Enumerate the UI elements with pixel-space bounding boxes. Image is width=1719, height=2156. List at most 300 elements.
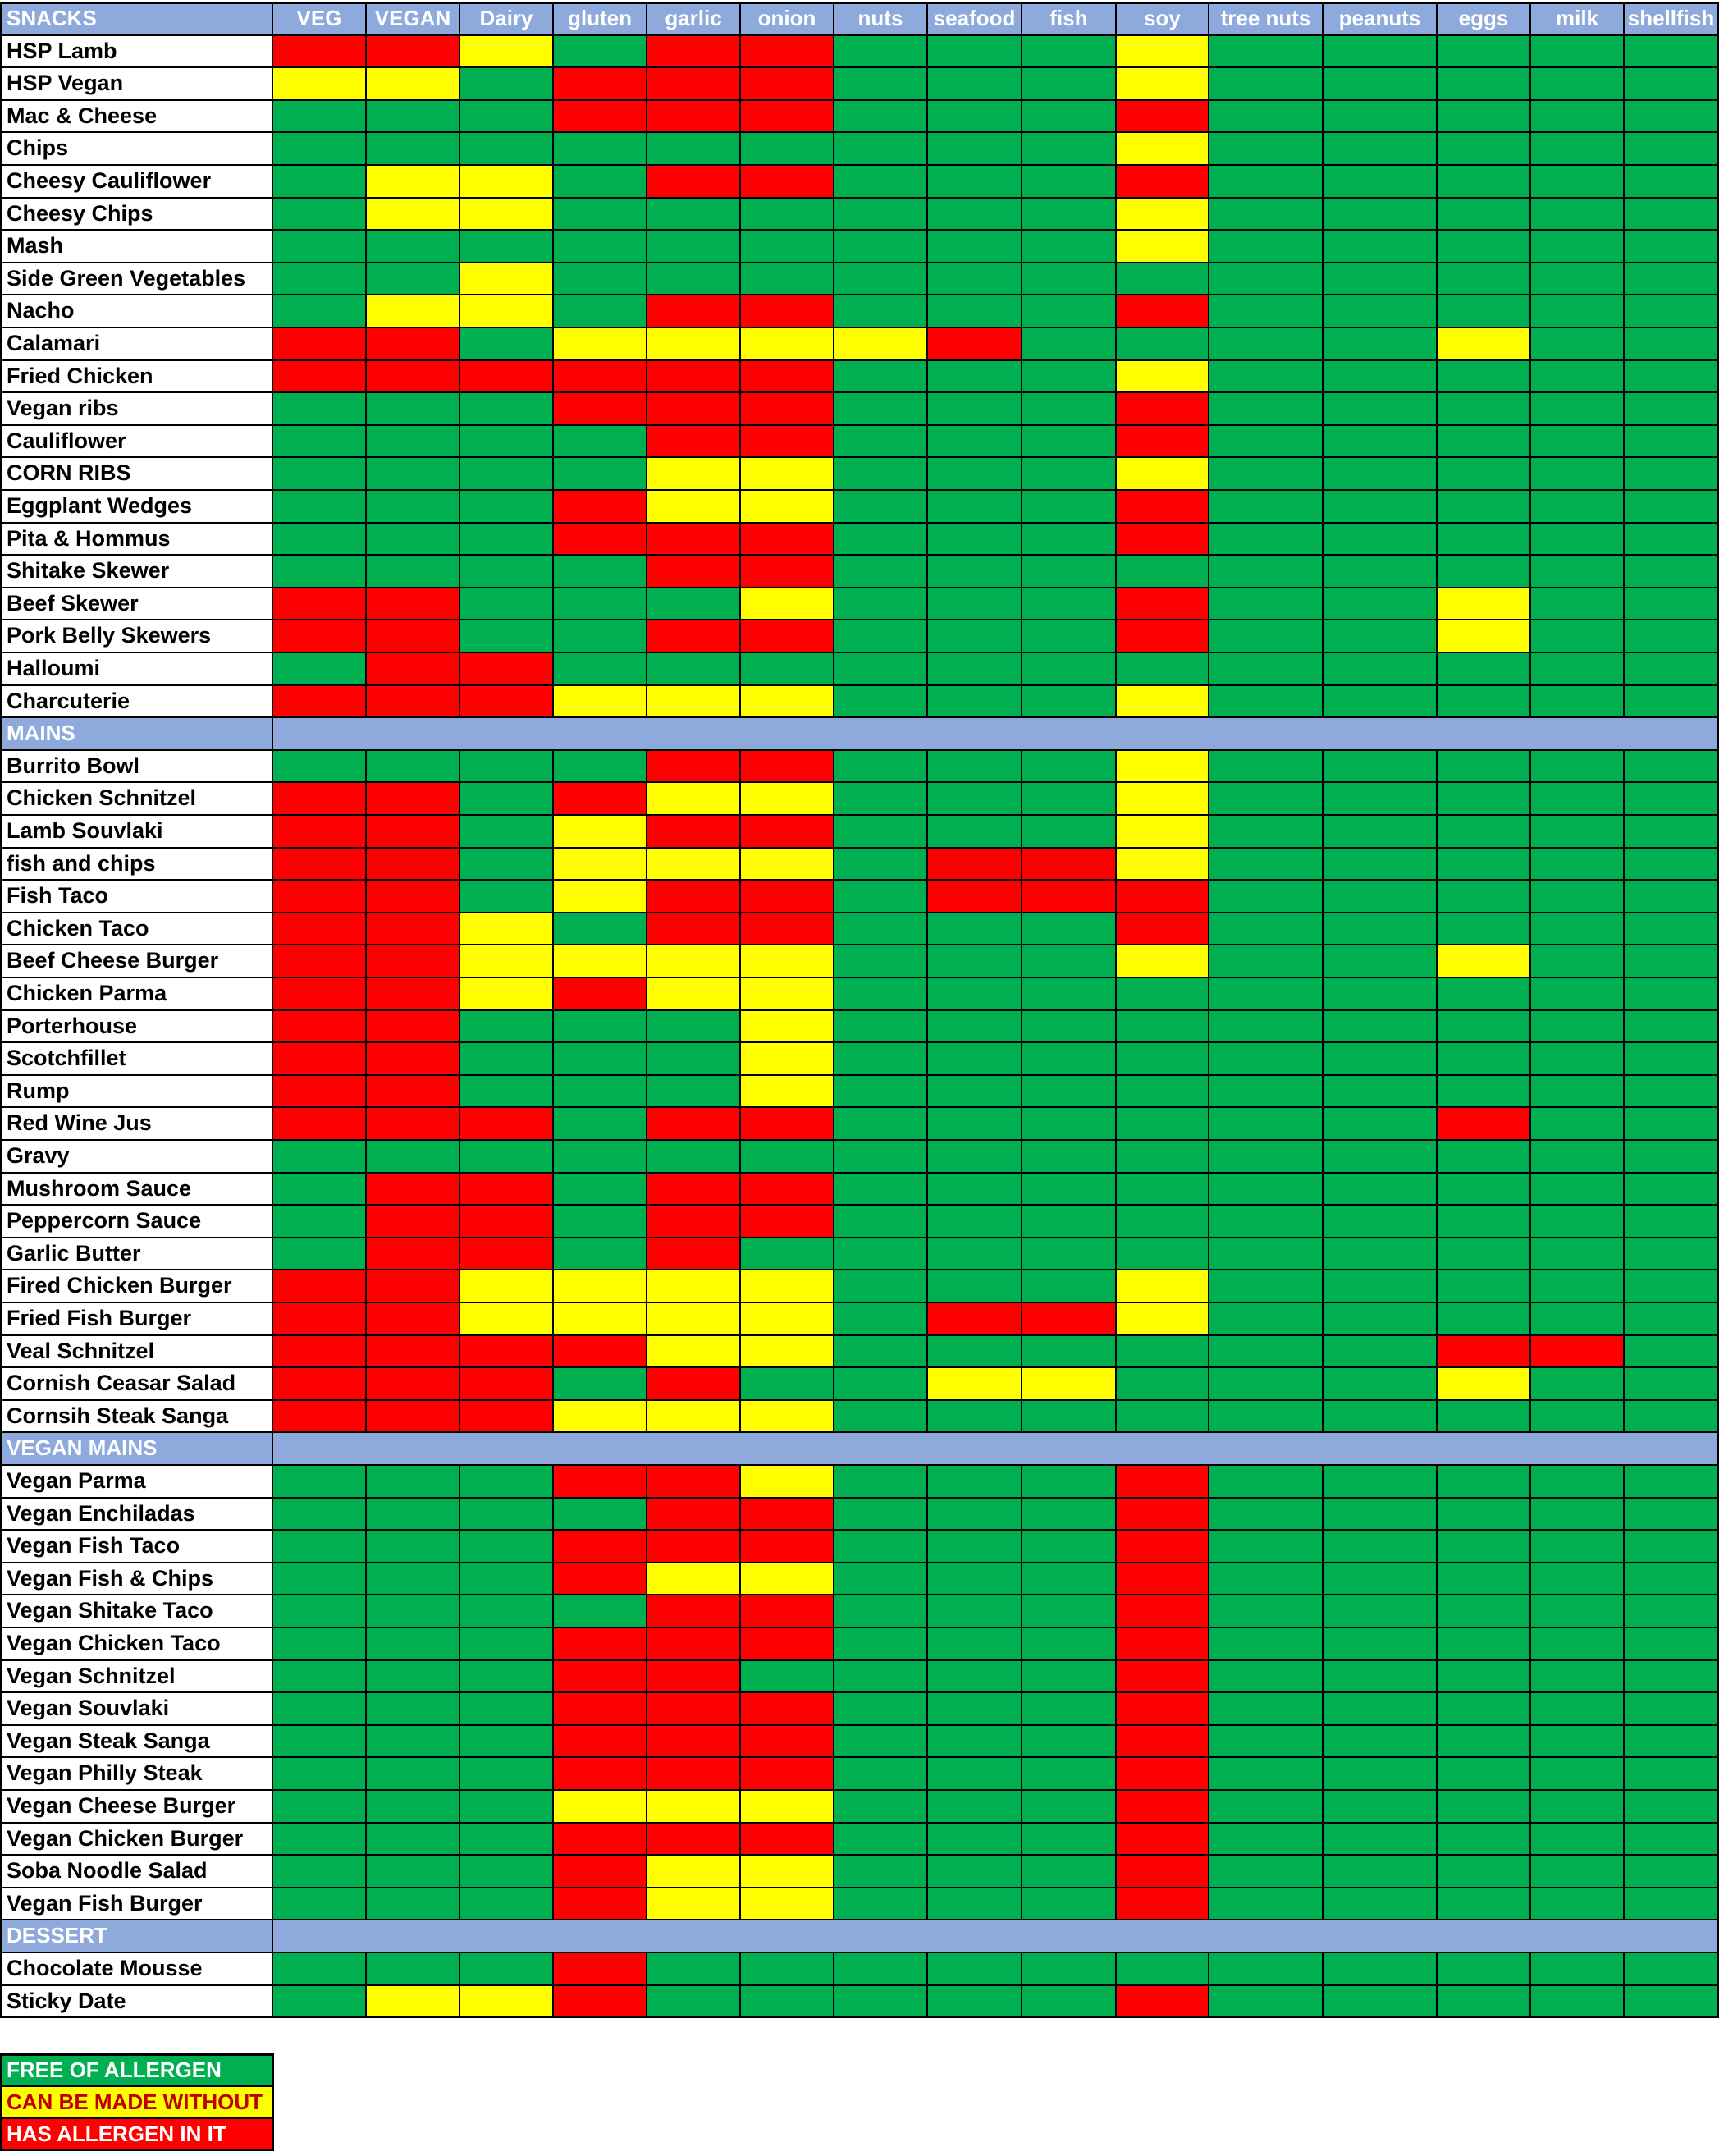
allergen-cell-eggs	[1436, 522, 1531, 556]
allergen-cell-shellfish	[1623, 1691, 1719, 1726]
allergen-cell-veg	[272, 1887, 367, 1921]
allergen-cell-gluten	[552, 944, 647, 978]
item-label: Fired Chicken Burger	[0, 1269, 273, 1303]
allergen-cell-garlic	[646, 229, 741, 263]
allergen-cell-soy	[1115, 554, 1209, 588]
allergen-cell-onion	[739, 944, 834, 978]
allergen-cell-seafood	[926, 294, 1022, 328]
allergen-cell-vegan	[365, 1204, 460, 1238]
allergen-cell-onion	[739, 1756, 834, 1791]
allergen-cell-gluten	[552, 1074, 647, 1109]
allergen-cell-eggs	[1436, 1789, 1531, 1824]
allergen-cell-eggs	[1436, 847, 1531, 881]
allergen-cell-fish	[1021, 66, 1117, 101]
allergen-cell-tree-nuts	[1208, 814, 1324, 849]
allergen-cell-dairy	[459, 197, 554, 231]
allergen-cell-garlic	[646, 1009, 741, 1044]
column-header-tree-nuts: tree nuts	[1208, 2, 1324, 36]
allergen-cell-peanuts	[1322, 1691, 1438, 1726]
allergen-cell-soy	[1115, 1106, 1209, 1141]
allergen-cell-soy	[1115, 1009, 1209, 1044]
allergen-cell-gluten	[552, 781, 647, 816]
allergen-cell-veg	[272, 522, 367, 556]
allergen-cell-soy	[1115, 359, 1209, 394]
allergen-cell-dairy	[459, 1594, 554, 1628]
allergen-cell-nuts	[833, 879, 928, 913]
allergen-cell-shellfish	[1623, 1009, 1719, 1044]
allergen-cell-gluten	[552, 131, 647, 166]
allergen-cell-nuts	[833, 1952, 928, 1986]
allergen-cell-garlic	[646, 554, 741, 588]
allergen-cell-seafood	[926, 749, 1022, 784]
allergen-cell-gluten	[552, 1497, 647, 1531]
allergen-cell-gluten	[552, 1172, 647, 1206]
allergen-cell-vegan	[365, 262, 460, 296]
allergen-cell-garlic	[646, 66, 741, 101]
allergen-cell-fish	[1021, 781, 1117, 816]
allergen-cell-garlic	[646, 391, 741, 426]
allergen-cell-veg	[272, 1562, 367, 1596]
allergen-cell-milk	[1529, 359, 1625, 394]
column-header-vegan: VEGAN	[365, 2, 460, 36]
allergen-cell-veg	[272, 977, 367, 1011]
allergen-cell-garlic	[646, 1562, 741, 1596]
allergen-cell-onion	[739, 1399, 834, 1434]
allergen-cell-shellfish	[1623, 1627, 1719, 1661]
allergen-cell-veg	[272, 1854, 367, 1888]
allergen-cell-tree-nuts	[1208, 66, 1324, 101]
allergen-cell-onion	[739, 1334, 834, 1369]
allergen-cell-seafood	[926, 391, 1022, 426]
allergen-cell-seafood	[926, 814, 1022, 849]
allergen-cell-vegan	[365, 131, 460, 166]
allergen-cell-seafood	[926, 327, 1022, 361]
allergen-cell-garlic	[646, 619, 741, 653]
allergen-cell-vegan	[365, 879, 460, 913]
allergen-cell-milk	[1529, 1562, 1625, 1596]
allergen-cell-peanuts	[1322, 749, 1438, 784]
allergen-cell-veg	[272, 456, 367, 491]
item-label: Lamb Souvlaki	[0, 814, 273, 849]
allergen-cell-vegan	[365, 1366, 460, 1401]
allergen-cell-dairy	[459, 1237, 554, 1271]
allergen-cell-soy	[1115, 1529, 1209, 1563]
allergen-cell-eggs	[1436, 1691, 1531, 1726]
allergen-cell-veg	[272, 1302, 367, 1336]
allergen-cell-gluten	[552, 587, 647, 621]
allergen-cell-seafood	[926, 684, 1022, 719]
allergen-cell-nuts	[833, 391, 928, 426]
allergen-cell-eggs	[1436, 1984, 1531, 2019]
allergen-cell-garlic	[646, 1756, 741, 1791]
allergen-cell-shellfish	[1623, 391, 1719, 426]
allergen-cell-shellfish	[1623, 587, 1719, 621]
allergen-cell-onion	[739, 164, 834, 199]
allergen-cell-veg	[272, 489, 367, 524]
allergen-cell-milk	[1529, 1691, 1625, 1726]
item-label: Chicken Parma	[0, 977, 273, 1011]
allergen-cell-vegan	[365, 1269, 460, 1303]
item-label: HSP Lamb	[0, 34, 273, 69]
allergen-cell-onion	[739, 197, 834, 231]
allergen-cell-dairy	[459, 1334, 554, 1369]
allergen-cell-shellfish	[1623, 847, 1719, 881]
allergen-cell-fish	[1021, 1789, 1117, 1824]
allergen-cell-tree-nuts	[1208, 879, 1324, 913]
allergen-cell-tree-nuts	[1208, 1334, 1324, 1369]
allergen-cell-shellfish	[1623, 1074, 1719, 1109]
item-label: Vegan Schnitzel	[0, 1659, 273, 1694]
allergen-cell-veg	[272, 1074, 367, 1109]
item-label: Beef Cheese Burger	[0, 944, 273, 978]
allergen-cell-eggs	[1436, 1497, 1531, 1531]
allergen-cell-peanuts	[1322, 1952, 1438, 1986]
allergen-cell-eggs	[1436, 1562, 1531, 1596]
allergen-cell-dairy	[459, 1139, 554, 1174]
allergen-cell-vegan	[365, 1952, 460, 1986]
item-label: Gravy	[0, 1139, 273, 1174]
allergen-cell-garlic	[646, 131, 741, 166]
allergen-cell-eggs	[1436, 424, 1531, 459]
allergen-cell-dairy	[459, 944, 554, 978]
allergen-cell-gluten	[552, 1139, 647, 1174]
allergen-cell-onion	[739, 424, 834, 459]
allergen-cell-fish	[1021, 1691, 1117, 1726]
allergen-cell-garlic	[646, 1399, 741, 1434]
allergen-cell-veg	[272, 1269, 367, 1303]
allergen-cell-peanuts	[1322, 1399, 1438, 1434]
allergen-cell-eggs	[1436, 652, 1531, 686]
allergen-cell-milk	[1529, 1366, 1625, 1401]
allergen-cell-dairy	[459, 1464, 554, 1499]
allergen-cell-vegan	[365, 554, 460, 588]
allergen-cell-soy	[1115, 684, 1209, 719]
allergen-cell-onion	[739, 489, 834, 524]
allergen-cell-soy	[1115, 1041, 1209, 1076]
allergen-cell-soy	[1115, 197, 1209, 231]
item-label: Vegan Cheese Burger	[0, 1789, 273, 1824]
allergen-cell-milk	[1529, 1854, 1625, 1888]
allergen-cell-onion	[739, 1041, 834, 1076]
allergen-cell-seafood	[926, 1269, 1022, 1303]
allergen-cell-fish	[1021, 1139, 1117, 1174]
allergen-cell-dairy	[459, 131, 554, 166]
allergen-cell-garlic	[646, 489, 741, 524]
item-label: Vegan ribs	[0, 391, 273, 426]
allergen-cell-seafood	[926, 619, 1022, 653]
allergen-cell-tree-nuts	[1208, 1822, 1324, 1856]
allergen-cell-vegan	[365, 99, 460, 134]
item-label: Fried Fish Burger	[0, 1302, 273, 1336]
item-label: Porterhouse	[0, 1009, 273, 1044]
allergen-cell-nuts	[833, 1237, 928, 1271]
allergen-cell-seafood	[926, 847, 1022, 881]
allergen-cell-veg	[272, 1724, 367, 1759]
allergen-cell-peanuts	[1322, 456, 1438, 491]
allergen-cell-fish	[1021, 1562, 1117, 1596]
allergen-cell-fish	[1021, 1366, 1117, 1401]
allergen-cell-dairy	[459, 587, 554, 621]
allergen-cell-nuts	[833, 66, 928, 101]
allergen-cell-nuts	[833, 1139, 928, 1174]
item-label: Fish Taco	[0, 879, 273, 913]
allergen-cell-garlic	[646, 749, 741, 784]
allergen-cell-shellfish	[1623, 294, 1719, 328]
allergen-cell-dairy	[459, 1952, 554, 1986]
allergen-cell-seafood	[926, 1562, 1022, 1596]
allergen-cell-onion	[739, 587, 834, 621]
allergen-cell-seafood	[926, 879, 1022, 913]
allergen-cell-fish	[1021, 587, 1117, 621]
allergen-cell-gluten	[552, 1952, 647, 1986]
allergen-cell-garlic	[646, 912, 741, 946]
allergen-cell-seafood	[926, 1659, 1022, 1694]
allergen-cell-dairy	[459, 1106, 554, 1141]
allergen-cell-vegan	[365, 522, 460, 556]
allergen-cell-onion	[739, 1269, 834, 1303]
allergen-cell-seafood	[926, 1399, 1022, 1434]
item-label: Burrito Bowl	[0, 749, 273, 784]
column-header-veg: VEG	[272, 2, 367, 36]
allergen-cell-soy	[1115, 327, 1209, 361]
allergen-cell-tree-nuts	[1208, 684, 1324, 719]
allergen-cell-dairy	[459, 1854, 554, 1888]
allergen-cell-soy	[1115, 944, 1209, 978]
allergen-cell-fish	[1021, 1887, 1117, 1921]
allergen-cell-dairy	[459, 1497, 554, 1531]
item-label: CORN RIBS	[0, 456, 273, 491]
allergen-cell-nuts	[833, 1106, 928, 1141]
allergen-cell-garlic	[646, 1237, 741, 1271]
allergen-cell-nuts	[833, 1009, 928, 1044]
allergen-cell-veg	[272, 944, 367, 978]
allergen-cell-eggs	[1436, 391, 1531, 426]
allergen-cell-dairy	[459, 229, 554, 263]
allergen-cell-peanuts	[1322, 587, 1438, 621]
allergen-cell-tree-nuts	[1208, 1659, 1324, 1694]
allergen-cell-vegan	[365, 944, 460, 978]
allergen-cell-gluten	[552, 1334, 647, 1369]
allergen-cell-onion	[739, 66, 834, 101]
allergen-cell-peanuts	[1322, 1041, 1438, 1076]
allergen-cell-eggs	[1436, 1366, 1531, 1401]
column-header-eggs: eggs	[1436, 2, 1531, 36]
allergen-cell-soy	[1115, 1756, 1209, 1791]
allergen-cell-fish	[1021, 294, 1117, 328]
allergen-cell-gluten	[552, 164, 647, 199]
allergen-cell-shellfish	[1623, 781, 1719, 816]
allergen-cell-dairy	[459, 1172, 554, 1206]
allergen-cell-vegan	[365, 424, 460, 459]
allergen-cell-vegan	[365, 66, 460, 101]
allergen-cell-fish	[1021, 1269, 1117, 1303]
allergen-cell-onion	[739, 34, 834, 69]
allergen-cell-shellfish	[1623, 1789, 1719, 1824]
item-label: Vegan Fish Taco	[0, 1529, 273, 1563]
allergen-cell-shellfish	[1623, 1399, 1719, 1434]
allergen-cell-seafood	[926, 912, 1022, 946]
allergen-cell-seafood	[926, 1594, 1022, 1628]
item-label: Charcuterie	[0, 684, 273, 719]
allergen-cell-shellfish	[1623, 1724, 1719, 1759]
allergen-cell-vegan	[365, 814, 460, 849]
allergen-cell-shellfish	[1623, 554, 1719, 588]
allergen-cell-peanuts	[1322, 1497, 1438, 1531]
allergen-cell-nuts	[833, 294, 928, 328]
allergen-cell-vegan	[365, 1106, 460, 1141]
allergen-cell-milk	[1529, 1106, 1625, 1141]
allergen-cell-eggs	[1436, 912, 1531, 946]
allergen-cell-milk	[1529, 262, 1625, 296]
allergen-cell-soy	[1115, 749, 1209, 784]
allergen-cell-fish	[1021, 1172, 1117, 1206]
allergen-cell-seafood	[926, 1366, 1022, 1401]
allergen-cell-veg	[272, 164, 367, 199]
allergen-cell-garlic	[646, 879, 741, 913]
allergen-cell-soy	[1115, 1854, 1209, 1888]
allergen-cell-onion	[739, 294, 834, 328]
allergen-cell-veg	[272, 587, 367, 621]
allergen-cell-veg	[272, 749, 367, 784]
allergen-cell-peanuts	[1322, 262, 1438, 296]
allergen-cell-fish	[1021, 262, 1117, 296]
allergen-cell-seafood	[926, 34, 1022, 69]
allergen-cell-garlic	[646, 1334, 741, 1369]
allergen-cell-tree-nuts	[1208, 1172, 1324, 1206]
allergen-cell-dairy	[459, 1822, 554, 1856]
allergen-cell-seafood	[926, 554, 1022, 588]
allergen-cell-shellfish	[1623, 1041, 1719, 1076]
allergen-cell-tree-nuts	[1208, 229, 1324, 263]
allergen-cell-garlic	[646, 781, 741, 816]
allergen-cell-veg	[272, 1009, 367, 1044]
allergen-cell-shellfish	[1623, 1334, 1719, 1369]
allergen-cell-eggs	[1436, 1887, 1531, 1921]
allergen-cell-peanuts	[1322, 489, 1438, 524]
allergen-cell-veg	[272, 879, 367, 913]
allergen-cell-milk	[1529, 1756, 1625, 1791]
item-label: Vegan Shitake Taco	[0, 1594, 273, 1628]
allergen-cell-tree-nuts	[1208, 1399, 1324, 1434]
allergen-cell-nuts	[833, 1041, 928, 1076]
allergen-cell-dairy	[459, 847, 554, 881]
allergen-cell-tree-nuts	[1208, 1627, 1324, 1661]
allergen-cell-peanuts	[1322, 1659, 1438, 1694]
allergen-cell-vegan	[365, 1984, 460, 2019]
allergen-cell-eggs	[1436, 977, 1531, 1011]
allergen-cell-seafood	[926, 1334, 1022, 1369]
allergen-cell-vegan	[365, 587, 460, 621]
allergen-cell-peanuts	[1322, 1789, 1438, 1824]
item-label: Calamari	[0, 327, 273, 361]
allergen-cell-onion	[739, 1659, 834, 1694]
allergen-cell-eggs	[1436, 554, 1531, 588]
allergen-cell-eggs	[1436, 359, 1531, 394]
allergen-cell-seafood	[926, 131, 1022, 166]
allergen-cell-fish	[1021, 456, 1117, 491]
allergen-cell-soy	[1115, 1237, 1209, 1271]
allergen-cell-dairy	[459, 1562, 554, 1596]
item-label: Vegan Fish Burger	[0, 1887, 273, 1921]
allergen-cell-seafood	[926, 1822, 1022, 1856]
allergen-cell-soy	[1115, 1204, 1209, 1238]
allergen-cell-dairy	[459, 99, 554, 134]
allergen-cell-garlic	[646, 1106, 741, 1141]
allergen-cell-shellfish	[1623, 522, 1719, 556]
allergen-cell-fish	[1021, 424, 1117, 459]
allergen-cell-veg	[272, 1106, 367, 1141]
allergen-cell-gluten	[552, 1041, 647, 1076]
allergen-cell-nuts	[833, 619, 928, 653]
allergen-cell-nuts	[833, 912, 928, 946]
allergen-cell-milk	[1529, 34, 1625, 69]
allergen-cell-garlic	[646, 1724, 741, 1759]
allergen-cell-garlic	[646, 1984, 741, 2019]
allergen-cell-onion	[739, 1172, 834, 1206]
item-label: Mushroom Sauce	[0, 1172, 273, 1206]
item-label: Garlic Butter	[0, 1237, 273, 1271]
allergen-cell-garlic	[646, 294, 741, 328]
item-label: Mash	[0, 229, 273, 263]
allergen-cell-milk	[1529, 1529, 1625, 1563]
allergen-cell-fish	[1021, 1984, 1117, 2019]
allergen-cell-tree-nuts	[1208, 262, 1324, 296]
allergen-cell-fish	[1021, 1399, 1117, 1434]
allergen-cell-garlic	[646, 944, 741, 978]
allergen-cell-onion	[739, 1074, 834, 1109]
allergen-cell-fish	[1021, 814, 1117, 849]
item-label: Eggplant Wedges	[0, 489, 273, 524]
item-label: Cheesy Cauliflower	[0, 164, 273, 199]
allergen-cell-eggs	[1436, 1952, 1531, 1986]
allergen-cell-shellfish	[1623, 197, 1719, 231]
allergen-cell-soy	[1115, 1366, 1209, 1401]
allergen-cell-eggs	[1436, 489, 1531, 524]
allergen-cell-garlic	[646, 1204, 741, 1238]
allergen-cell-milk	[1529, 1659, 1625, 1694]
allergen-cell-peanuts	[1322, 164, 1438, 199]
allergen-cell-peanuts	[1322, 1106, 1438, 1141]
allergen-cell-shellfish	[1623, 66, 1719, 101]
allergen-cell-eggs	[1436, 879, 1531, 913]
allergen-cell-tree-nuts	[1208, 1366, 1324, 1401]
allergen-cell-nuts	[833, 1562, 928, 1596]
allergen-cell-dairy	[459, 1269, 554, 1303]
allergen-cell-fish	[1021, 131, 1117, 166]
allergen-cell-dairy	[459, 34, 554, 69]
allergen-cell-vegan	[365, 1691, 460, 1726]
allergen-cell-fish	[1021, 684, 1117, 719]
allergen-cell-seafood	[926, 1009, 1022, 1044]
allergen-cell-garlic	[646, 197, 741, 231]
item-label: Vegan Enchiladas	[0, 1497, 273, 1531]
allergen-cell-gluten	[552, 229, 647, 263]
allergen-cell-gluten	[552, 1269, 647, 1303]
allergen-cell-eggs	[1436, 1334, 1531, 1369]
allergen-cell-veg	[272, 229, 367, 263]
allergen-cell-nuts	[833, 489, 928, 524]
allergen-cell-nuts	[833, 34, 928, 69]
allergen-cell-tree-nuts	[1208, 1984, 1324, 2019]
allergen-cell-fish	[1021, 197, 1117, 231]
allergen-cell-peanuts	[1322, 652, 1438, 686]
allergen-cell-tree-nuts	[1208, 1139, 1324, 1174]
allergen-cell-peanuts	[1322, 391, 1438, 426]
allergen-cell-soy	[1115, 1302, 1209, 1336]
allergen-cell-peanuts	[1322, 1984, 1438, 2019]
allergen-cell-vegan	[365, 359, 460, 394]
allergen-cell-nuts	[833, 99, 928, 134]
